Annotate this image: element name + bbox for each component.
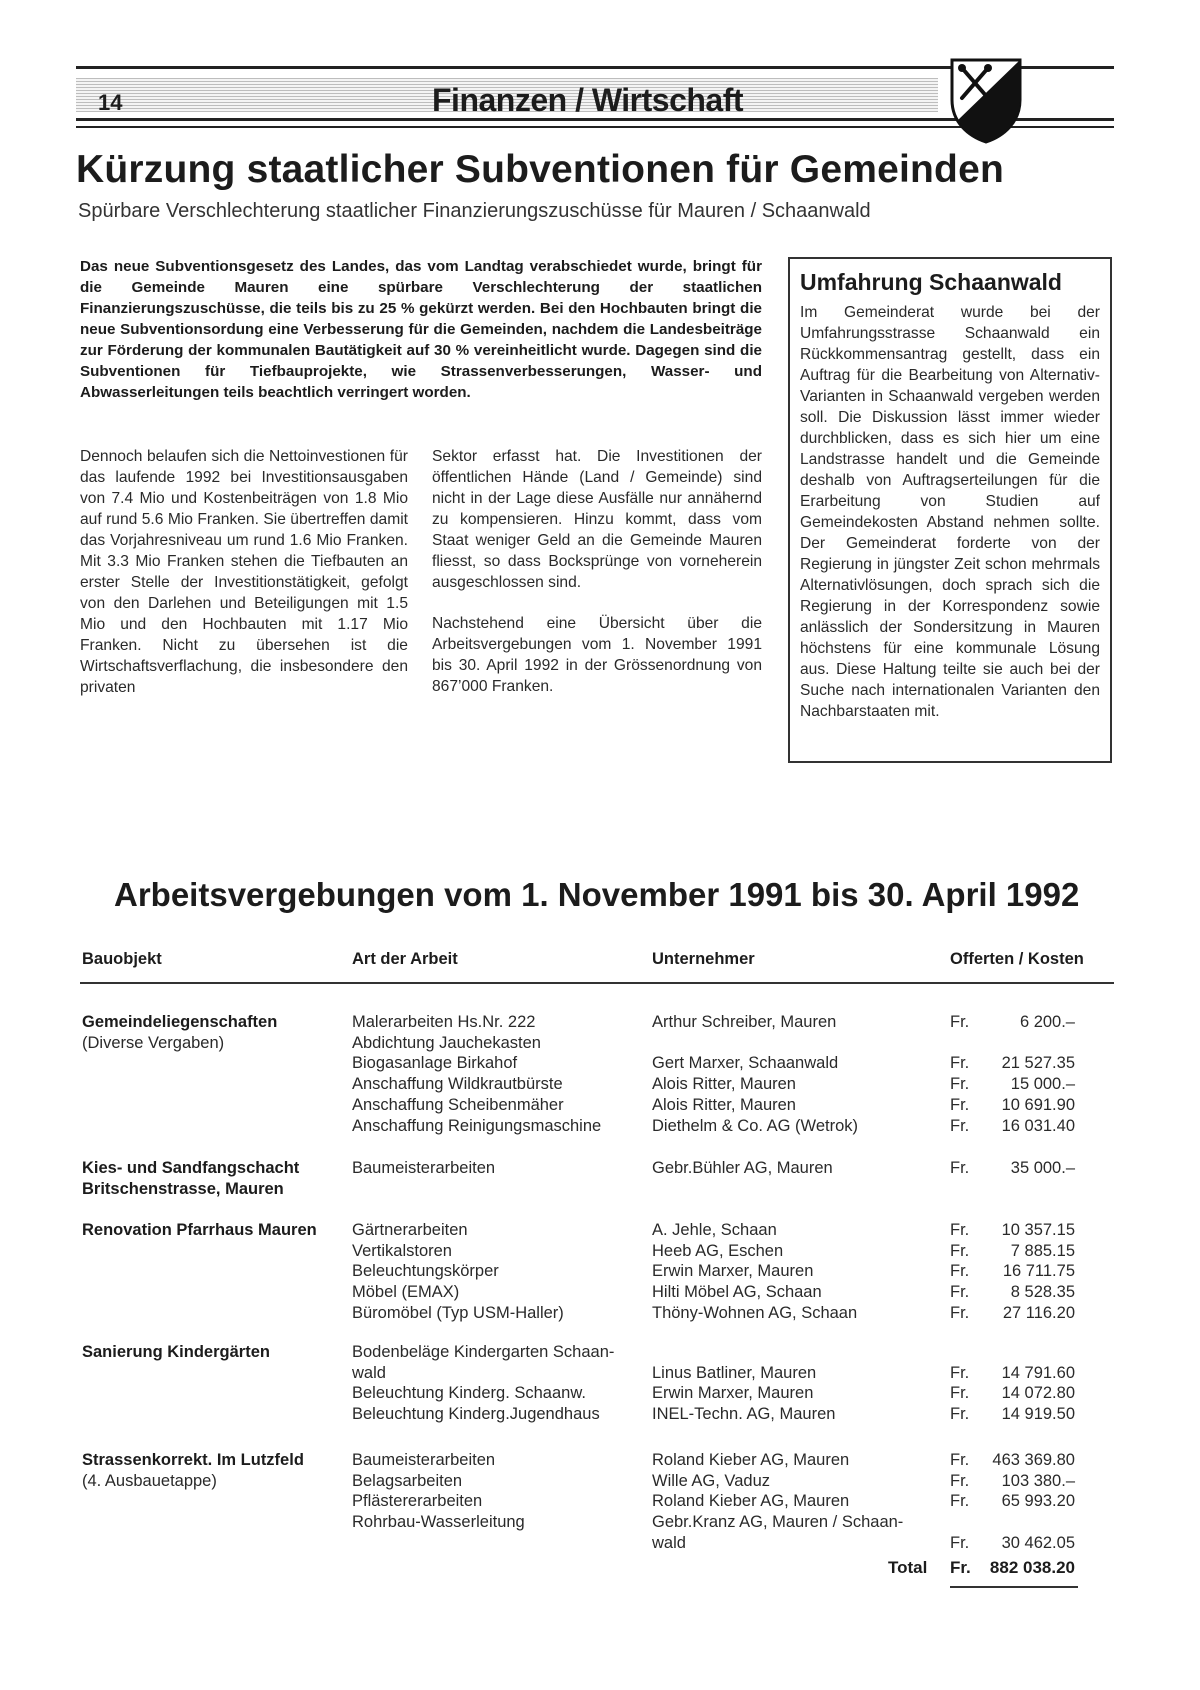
row-amount: 27 116.20 — [1002, 1303, 1075, 1322]
row-amount: 463 369.80 — [992, 1451, 1075, 1469]
row-contractor: Roland Kieber AG, Mauren — [652, 1451, 850, 1469]
group-object — [82, 1450, 352, 1491]
row-contractor: Erwin Marxer, Mauren — [652, 1384, 814, 1403]
section-title: Finanzen / Wirtschaft — [432, 82, 744, 118]
total-value — [950, 1558, 1080, 1578]
row-currency: Fr. — [950, 1013, 970, 1031]
row-cost — [950, 1363, 1075, 1384]
group-object-name: Kies- und Sandfangschacht Britschenstrasse, Mauren — [82, 1159, 300, 1198]
row-cost — [950, 1303, 1075, 1324]
column-header-work: Art der Arbeit — [352, 950, 458, 968]
article-lead: Das neue Subventionsgesetz des Landes, das vom Landtag verabschiedet wurde, bringt für die Gemeinde Mauren eine spürbare Verschlechterung der staatlichen Finanzierungszuschüsse, die teils bis zu 25 % gekürzt werden. Bei den Hochbauten bringt die neue Subventionsordung eine Verbesserung für die Gemeinden, nachdem die Landesbeiträge zur Förderung der kommunalen Bautätigkeit auf 30 % vereinheitlicht wurde. Dagegen sind die Subventionen für Tiefbauprojekte, wie Strassenverbesserungen, Wasser- und Abwasserleitungen teils beachtlich verringert worden. — [80, 258, 762, 401]
row-currency: Fr. — [950, 1405, 970, 1424]
row-cost — [950, 1158, 1075, 1179]
row-cost — [950, 1012, 1075, 1033]
row-amount: 103 380.– — [1001, 1471, 1075, 1490]
group-object — [82, 1158, 352, 1199]
row-contractor: wald — [652, 1533, 686, 1552]
row-contractor: Wille AG, Vaduz — [652, 1471, 770, 1490]
article-column-2 — [432, 446, 762, 717]
row-contractor: Heeb AG, Eschen — [652, 1241, 784, 1260]
row-cost — [950, 1471, 1075, 1492]
row-currency: Fr. — [950, 1262, 970, 1281]
row-cost — [950, 1261, 1075, 1282]
row-cost — [950, 1220, 1075, 1241]
row-work: Baumeisterarbeiten — [352, 1159, 496, 1177]
group-object-name: Gemeindeliegenschaften — [82, 1013, 278, 1031]
total-amount: 882 038.20 — [989, 1558, 1075, 1577]
row-amount: 21 527.35 — [1001, 1054, 1075, 1073]
group-object-name: Strassenkorrekt. Im Lutzfeld — [82, 1451, 304, 1469]
row-work: Abdichtung Jauchekasten — [352, 1033, 541, 1052]
row-cost — [950, 1404, 1075, 1425]
row-work: Büromöbel (Typ USM-Haller) — [352, 1303, 564, 1322]
row-contractor: Roland Kieber AG, Mauren — [652, 1492, 850, 1511]
row-contractor: A. Jehle, Schaan — [652, 1221, 777, 1239]
row-amount: 16 711.75 — [1002, 1262, 1075, 1281]
page-number: 14 — [98, 90, 123, 115]
row-currency: Fr. — [950, 1054, 970, 1073]
row-contractor: Diethelm & Co. AG (Wetrok) — [652, 1116, 859, 1135]
row-currency: Fr. — [950, 1451, 970, 1469]
row-cost — [950, 1383, 1075, 1404]
article-subline: Spürbare Verschlechterung staatlicher Finanzierungszuschüsse für Mauren / Schaanwald — [78, 200, 871, 222]
row-work: Pflästererarbeiten — [352, 1492, 483, 1511]
row-work: Möbel (EMAX) — [352, 1283, 460, 1302]
row-contractor: Erwin Marxer, Mauren — [652, 1262, 814, 1281]
row-cost — [950, 1282, 1075, 1303]
row-work: wald — [352, 1363, 386, 1382]
column-header-contractor: Unternehmer — [652, 950, 755, 968]
row-work: Baumeisterarbeiten — [352, 1451, 496, 1469]
row-amount: 10 357.15 — [1001, 1221, 1075, 1239]
column-2-paragraph-1: Sektor erfasst hat. Die Investitionen der öffentlichen Hände (Land / Gemeinde) sind nicht in der Lage diese Ausfälle nur annähernd zu kompensieren. Hinzu kommt, dass vom Staat weniger Geld an die Gemeinde Mauren fliesst, so dass Bocksprünge von vorneherein ausgeschlossen sind. — [432, 448, 762, 591]
sidebox-title: Umfahrung Schaanwald — [800, 269, 1062, 295]
row-work: Beleuchtung Kinderg. Schaanw. — [352, 1384, 586, 1403]
row-amount: 14 072.80 — [1001, 1384, 1075, 1403]
row-currency: Fr. — [950, 1533, 970, 1552]
total-label: Total — [888, 1558, 928, 1577]
row-cost — [950, 1450, 1075, 1471]
row-work: Vertikalstoren — [352, 1241, 452, 1260]
row-cost — [950, 1095, 1075, 1116]
row-work: Belagsarbeiten — [352, 1471, 463, 1490]
row-work: Beleuchtungskörper — [352, 1262, 499, 1281]
row-contractor: Hilti Möbel AG, Schaan — [652, 1283, 822, 1302]
row-contractor: INEL-Techn. AG, Mauren — [652, 1405, 836, 1424]
group-object — [82, 1012, 352, 1053]
total-currency: Fr. — [950, 1558, 971, 1577]
row-work: Anschaffung Scheibenmäher — [352, 1095, 564, 1114]
row-cost — [950, 1241, 1075, 1262]
row-cost — [950, 1053, 1075, 1074]
row-cost — [950, 1116, 1075, 1137]
group-object-name: Sanierung Kindergärten — [82, 1343, 270, 1361]
row-work: Bodenbeläge Kindergarten Schaan- — [352, 1343, 615, 1361]
row-contractor: Gert Marxer, Schaanwald — [652, 1054, 839, 1073]
row-work: Rohrbau-Wasserleitung — [352, 1513, 525, 1532]
row-amount: 10 691.90 — [1001, 1095, 1075, 1114]
row-currency: Fr. — [950, 1095, 970, 1114]
column-header-object: Bauobjekt — [82, 950, 162, 968]
row-cost — [950, 1533, 1075, 1554]
row-currency: Fr. — [950, 1363, 970, 1382]
row-amount: 65 993.20 — [1001, 1492, 1075, 1511]
row-work: Malerarbeiten Hs.Nr. 222 — [352, 1013, 536, 1031]
row-currency: Fr. — [950, 1283, 970, 1302]
article-column-1 — [80, 446, 408, 718]
row-currency: Fr. — [950, 1492, 970, 1511]
row-amount: 6 200.– — [1019, 1013, 1075, 1031]
row-contractor: Gebr.Bühler AG, Mauren — [652, 1159, 833, 1177]
row-cost — [950, 1491, 1075, 1512]
row-contractor: Alois Ritter, Mauren — [652, 1095, 796, 1114]
sidebox-text: Im Gemeinderat wurde bei der Umfahrungsstrasse Schaanwald ein Rückkommensantrag gestellt, dass ein Auftrag für die Bearbeitung von Alternativ-Varianten in Schaanwald vergeben werden soll. Die Diskussion lässt immer wieder durchblicken, dass es sich hier um eine Landstrasse handelt und die Gemeinde deshalb von Auftragserteilungen für die Erarbeitung von Studien auf Gemeindekosten Abstand nehmen sollte. Der Gemeinderat forderte von der Regierung in jüngster Zeit schon mehrmals Alternativlösungen, doch sprach sich die Regierung in der Korrespondenz sowie anlässlich der Sondersitzung in Mauren höchstens für eine kommunale Lösung aus. Diese Haltung teilte sie auch bei der Suche nach internationalen Varianten den Nachbarstaaten mit. — [800, 304, 1100, 720]
group-object-name: Renovation Pfarrhaus Mauren — [82, 1221, 317, 1239]
row-contractor: Thöny-Wohnen AG, Schaan — [652, 1303, 858, 1322]
sidebox-umfahrung — [788, 257, 1112, 763]
row-contractor: Arthur Schreiber, Mauren — [652, 1013, 837, 1031]
row-contractor: Linus Batliner, Mauren — [652, 1363, 817, 1382]
row-amount: 15 000.– — [1010, 1075, 1075, 1094]
row-currency: Fr. — [950, 1221, 970, 1239]
coat-of-arms-icon — [948, 56, 1024, 144]
row-amount: 16 031.40 — [1001, 1116, 1075, 1135]
row-amount: 14 791.60 — [1001, 1363, 1075, 1382]
article-headline: Kürzung staatlicher Subventionen für Gemeinden — [76, 148, 1004, 191]
row-amount: 8 528.35 — [1010, 1283, 1075, 1302]
column-1-paragraph: Dennoch belaufen sich die Nettoinvestionen für das laufende 1992 bei Investitionsausgaben von 7.4 Mio und Kostenbeiträgen von 1.8 Mio auf rund 5.6 Mio Franken. Sie übertreffen damit das Vorjahresniveau um rund 1.6 Mio Franken. Mit 3.3 Mio Franken stehen die Tiefbauten an erster Stelle der Investitionstätigkeit, gefolgt von den Darlehen und Beteiligungen mit 1.5 Mio und den Hochbauten mit 1.17 Mio Franken. Nicht zu übersehen ist die Wirtschaftsverflachung, die insbesondere den privaten — [80, 448, 408, 696]
table-title: Arbeitsvergebungen vom 1. November 1991 bis 30. April 1992 — [114, 876, 1080, 913]
row-amount: 30 462.05 — [1001, 1533, 1075, 1552]
column-header-cost: Offerten / Kosten — [950, 950, 1084, 968]
row-currency: Fr. — [950, 1159, 970, 1177]
row-contractor: Alois Ritter, Mauren — [652, 1075, 796, 1094]
column-2-paragraph-2: Nachstehend eine Übersicht über die Arbeitsvergebungen vom 1. November 1991 bis 30. April 1992 in der Grössenordnung von 867’000 Franken. — [432, 615, 762, 695]
group-object-note: (Diverse Vergaben) — [82, 1033, 225, 1052]
row-currency: Fr. — [950, 1075, 970, 1094]
row-currency: Fr. — [950, 1303, 970, 1322]
row-currency: Fr. — [950, 1471, 970, 1490]
row-contractor: Gebr.Kranz AG, Mauren / Schaan- — [652, 1513, 904, 1532]
row-amount: 7 885.15 — [1010, 1241, 1075, 1260]
row-currency: Fr. — [950, 1384, 970, 1403]
row-currency: Fr. — [950, 1241, 970, 1260]
table-header-rule — [80, 982, 1114, 984]
group-object — [82, 1342, 352, 1363]
row-amount: 14 919.50 — [1001, 1405, 1075, 1424]
row-cost — [950, 1074, 1075, 1095]
row-currency: Fr. — [950, 1116, 970, 1135]
total-rule — [950, 1586, 1078, 1588]
row-work: Anschaffung Reinigungsmaschine — [352, 1116, 602, 1135]
group-object — [82, 1220, 352, 1241]
row-work: Gärtnerarbeiten — [352, 1221, 468, 1239]
row-work: Biogasanlage Birkahof — [352, 1054, 518, 1073]
row-work: Beleuchtung Kinderg.Jugendhaus — [352, 1405, 600, 1424]
row-amount: 35 000.– — [1010, 1159, 1075, 1177]
row-work: Anschaffung Wildkrautbürste — [352, 1075, 563, 1094]
group-object-note: (4. Ausbauetappe) — [82, 1471, 217, 1490]
